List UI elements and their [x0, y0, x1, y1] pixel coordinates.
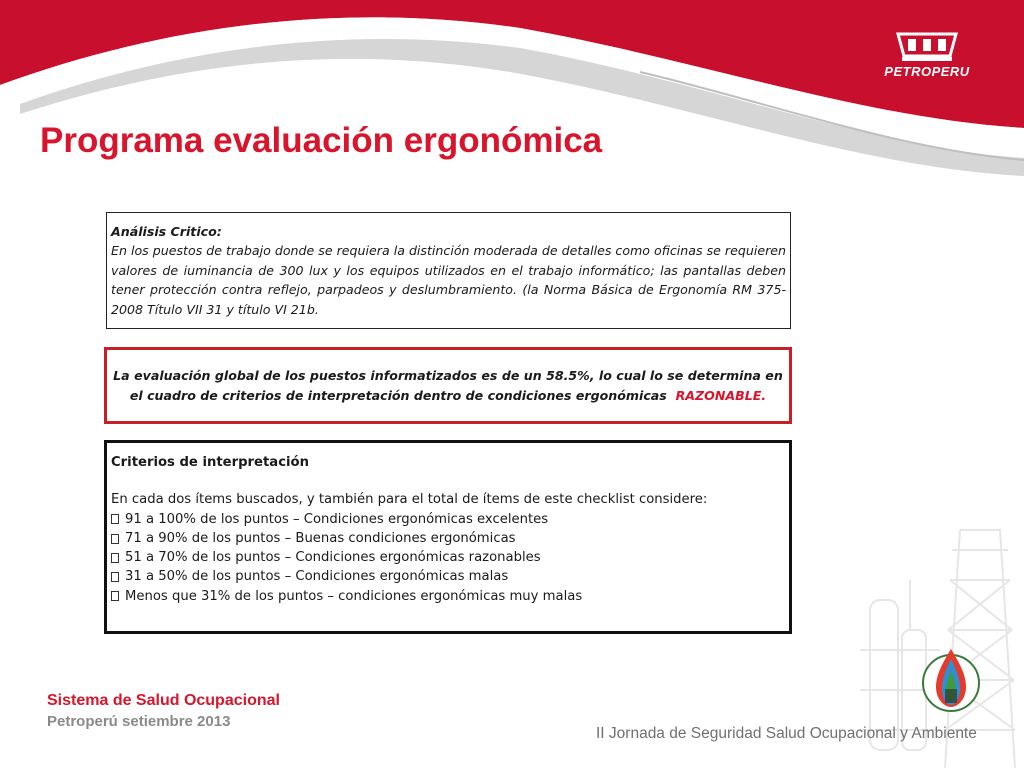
criteria-heading: Criterios de interpretación [111, 455, 309, 470]
analysis-box [106, 212, 791, 329]
checkbox-glyph-icon [111, 534, 119, 544]
criteria-item [111, 587, 785, 606]
footer-event-name: II Jornada de Seguridad Salud Ocupacional y Ambiente [596, 725, 977, 742]
header-swoosh-background [0, 0, 1024, 190]
checkbox-glyph-icon [111, 591, 119, 601]
evaluation-text [111, 366, 785, 405]
checkbox-glyph-icon [111, 553, 119, 563]
criteria-item-text: 71 a 90% de los puntos – Buenas condiciones ergonómicas [125, 530, 516, 546]
evaluation-highlight: RAZONABLE. [675, 387, 767, 403]
logo-text: PETROPERU [884, 64, 970, 79]
footer-date: Petroperú setiembre 2013 [47, 713, 231, 730]
criteria-item [111, 567, 785, 586]
analysis-body: En los puestos de trabajo donde se requiera la distinción moderada de detalles como oficinas se requieren valores de iuminancia de 300 lux y los equipos utilizados en el trabajo informático; las pantallas deben tener protección contra reflejo, parpadeos y deslumbramiento. (la Norma Básica de Ergonomía RM 375-2008 Título VII 31 y título VI 21b. [111, 243, 786, 317]
analysis-heading: Análisis Critico: [111, 224, 222, 239]
occupational-health-emblem-icon [918, 645, 984, 715]
criteria-list [111, 510, 785, 606]
checkbox-glyph-icon [111, 514, 119, 524]
slide-title: Programa evaluación ergonómica [40, 121, 603, 160]
petroperu-logo [872, 30, 982, 79]
criteria-item-text: 91 a 100% de los puntos – Condiciones ergonómicas excelentes [125, 511, 549, 527]
criteria-box [104, 440, 792, 634]
criteria-item-text: Menos que 31% de los puntos – condiciones ergonómicas muy malas [125, 588, 583, 604]
criteria-item [111, 510, 785, 529]
criteria-item [111, 548, 785, 567]
criteria-item-text: 51 a 70% de los puntos – Condiciones ergonómicas razonables [125, 550, 541, 566]
criteria-intro: En cada dos ítems buscados, y también para el total de ítems de este checklist considere: [111, 492, 708, 508]
petroperu-emblem-icon [894, 30, 960, 62]
criteria-item-text: 31 a 50% de los puntos – Condiciones ergonómicas malas [125, 569, 509, 585]
evaluation-box [104, 347, 792, 424]
checkbox-glyph-icon [111, 572, 119, 582]
evaluation-statement: La evaluación global de los puestos informatizados es de un 58.5%, lo cual lo se determina en el cuadro de criterios de interpretación dentro de condiciones ergonómicas [113, 368, 783, 403]
footer-organization: Sistema de Salud Ocupacional [47, 692, 280, 709]
criteria-item [111, 529, 785, 548]
